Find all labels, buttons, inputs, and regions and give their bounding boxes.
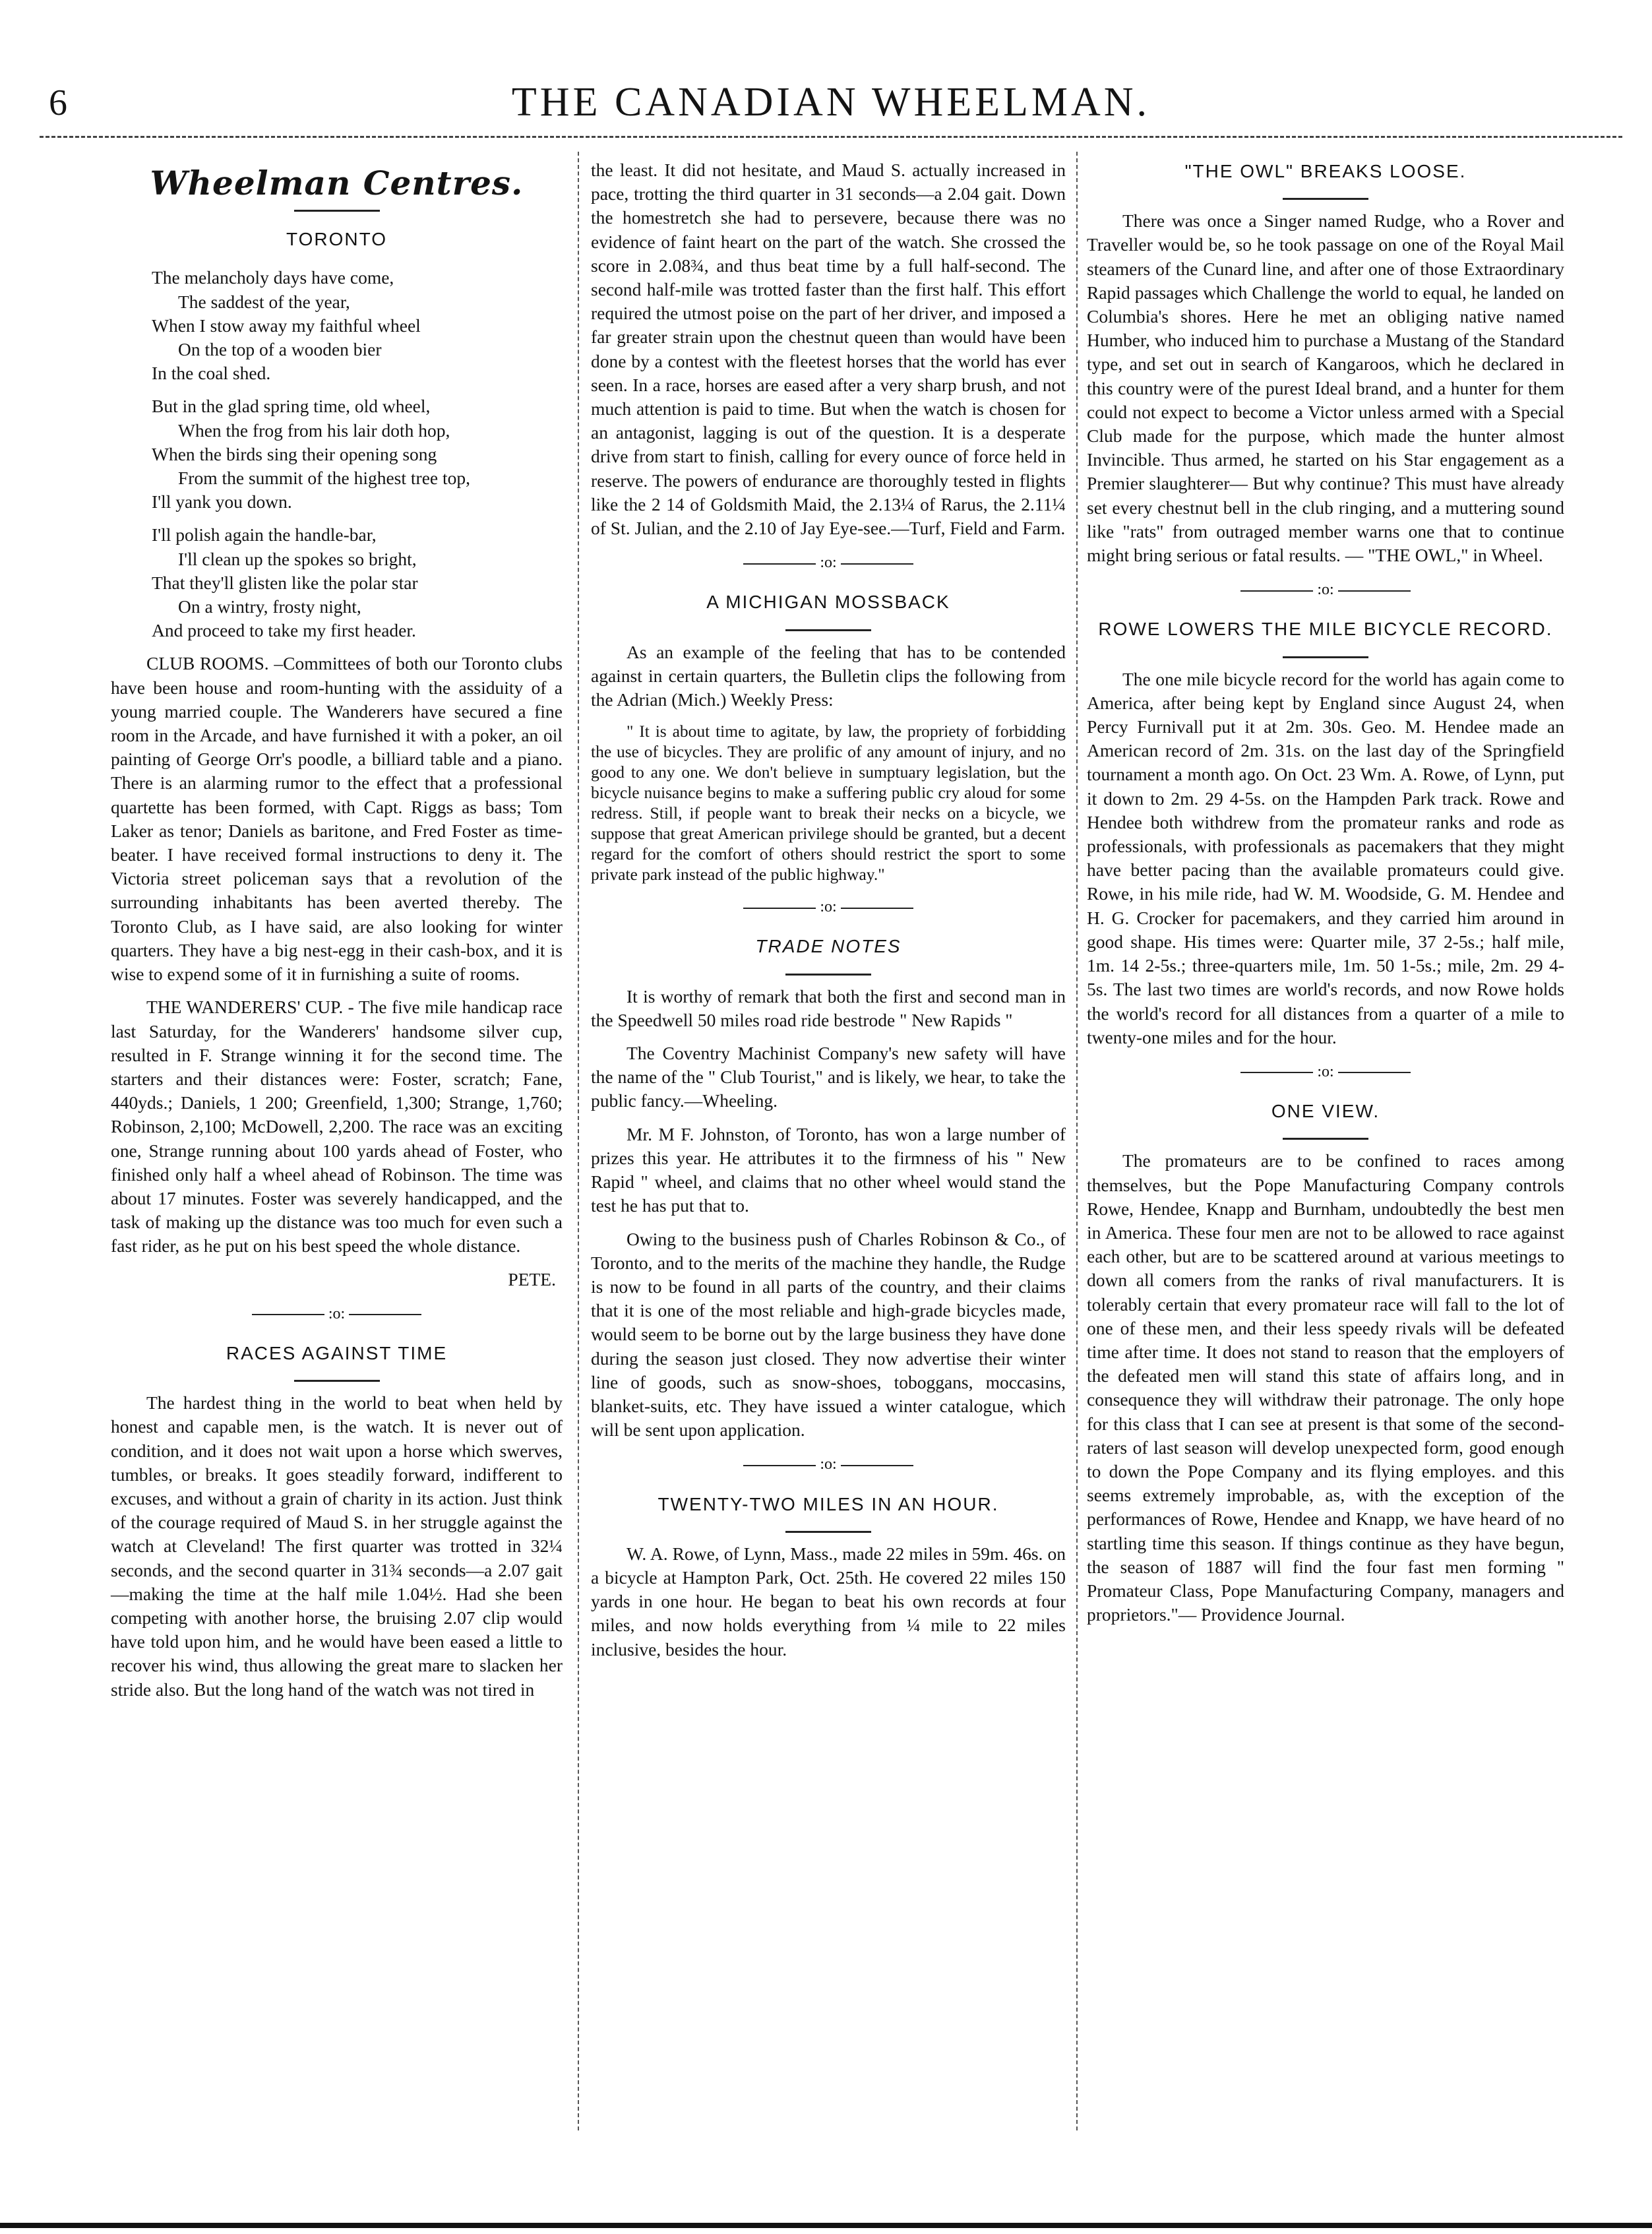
column-2 <box>591 158 1066 1671</box>
one-view-heading: ONE VIEW. <box>1271 1101 1380 1122</box>
poem-line: When the birds sing their opening song <box>152 443 437 464</box>
poem-stanza <box>111 266 563 385</box>
mossback-heading: A MICHIGAN MOSSBACK <box>706 592 950 613</box>
owl-paragraph: There was once a Singer named Rudge, who a Rover and Traveller would be, so he took passage on one of the Royal Mail steamers of the Cunard line, and after one of those Extraordinary Rapid passages which Challenge the world to equal, he landed on Columbia's shores. Here he met an obliging native named Humber, who induced him to purchase a Mustang of the Standard type, and set out in search of Kangaroos, which he declared in this country were of the purest Ideal brand, and a hunter for them could not expect to become a Victor unless armed with a Special Club made for the purpose, which made the hunter almost Invincible. Thus armed, he started on his Star engagement as a Premier slaughterer— But why continue? This must have already set every chestnut bell in the club ringing, and a muttering sound like "rats" from outraged member warns one that to continue might bring serious or fatal results. — "THE OWL," in Wheel. <box>1087 210 1564 566</box>
separator: :o: <box>1087 578 1564 602</box>
masthead: THE CANADIAN WHEELMAN. <box>511 80 1151 125</box>
separator: :o: <box>1087 1060 1564 1084</box>
poem-line: But in the glad spring time, old wheel, <box>152 396 431 417</box>
poem-stanza <box>111 394 563 514</box>
trade-paragraph: The Coventry Machinist Company's new safety will have the name of the " Club Tourist," and is likely, we hear, to take the public fancy.—Wheeling. <box>591 1043 1066 1111</box>
column-divider <box>1076 152 1078 2130</box>
heading-rule <box>1283 1138 1368 1140</box>
poem-line: On the top of a wooden bier <box>178 339 382 360</box>
heading-rule <box>1283 656 1368 658</box>
page-number: 6 <box>49 82 67 123</box>
one-view-paragraph: The promateurs are to be confined to races among themselves, but the Pope Manufacturing Company controls Rowe, Hendee, Knapp and Burnham, undoubtedly the best men in America. These four men are not to be allowed to race against each other, but are to be scattered around at various meetings to down all comers from the ranks of rival manufacturers. It is tolerably certain that every promateur race will fall to the lot of one of these men, and their less speedy rivals will be defeated time after time. It does not stand to reason that the employers of the defeated men will stand this state of affairs long, and in consequence they will withdraw their patronage. The only hope for this class that I can see at present is that some of the second-raters of last season will develop unexpected form, good enough to down the Pope Company and its flying employes. and this seems extremely improbable, as, with the exception of the performances of Rowe, Hendee and Knapp, we have heard of no startling time this season. If things continue as they have begun, the season of 1887 will find the four fast men forming " Promateur Class, Pope Manufacturing Company, managers and proprietors."— Providence Journal. <box>1087 1150 1564 1625</box>
owl-heading: "THE OWL" BREAKS LOOSE. <box>1184 161 1467 181</box>
heading-rule <box>785 974 871 976</box>
title-rule <box>294 210 380 212</box>
column-divider <box>578 152 579 2130</box>
trade-paragraph: Owing to the business push of Charles Robinson & Co., of Toronto, and to the merits of the machine they handle, the Rudge is now to be found in all parts of the country, and their claims that it is one of the most reliable and high-grade bicycles made, would seem to be borne out by the large business they have done during the season just closed. They now advertise their winter line of goods, such as snow-shoes, toboggans, moccasins, blanket-suits, etc. They have issued a winter catalogue, which will be sent upon application. <box>591 1228 1066 1441</box>
poem-line: The melancholy days have come, <box>152 267 394 288</box>
separator: :o: <box>111 1302 563 1326</box>
toronto-heading: TORONTO <box>286 229 387 250</box>
mossback-quote: " It is about time to agitate, by law, the propriety of forbidding the use of bicycles. They are prolific of any amount of injury, and no good to any one. We don't believe in sumptuary legislation, but the bicycle nuisance begins to make a suffering public cry aloud for some redress. Still, if people want to break their necks on a bicycle, we suppose that great American privilege should be granted, but a decent regard for the comfort of others should restrict the sport to some private park instead of the public highway." <box>591 722 1066 884</box>
heading-rule <box>294 1380 380 1382</box>
heading-rule <box>785 1531 871 1533</box>
cup-paragraph: THE WANDERERS' CUP. - The five mile handicap race last Saturday, for the Wanderers' handsome silver cup, resulted in F. Strange winning it for the second time. The starters and their distances were: Foster, scratch; Fane, 440yds.; Daniels, 1 200; Greenfield, 1,300; Strange, 1,760; Robinson, 2,100; McDowell, 2,200. The race was an exciting one, Strange running about 100 yards ahead of Foster, who finished only half a wheel ahead of Robinson. The time was about 17 minutes. Foster was severely handicapped, and the task of making up the distance was too much for even such a fast rider, as he put on his best speed the whole distance. <box>111 997 563 1257</box>
poem-line: I'll clean up the spokes so bright, <box>178 548 417 569</box>
poem-line: That they'll glisten like the polar star <box>152 572 418 593</box>
poem-stanza <box>111 523 563 642</box>
trade-paragraph: It is worthy of remark that both the first and second man in the Speedwell 50 miles road ride bestrode " New Rapids " <box>591 985 1066 1030</box>
poem-line: In the coal shed. <box>152 363 271 384</box>
twenty-two-miles-paragraph: W. A. Rowe, of Lynn, Mass., made 22 miles in 59m. 46s. on a bicycle at Hampton Park, Oct. 25th. He covered 22 miles 150 yards in one hour. He began to beat his own records at four miles, and now holds everything from ¼ mile to 22 miles inclusive, besides the hour. <box>591 1543 1066 1660</box>
column-3 <box>1087 158 1564 1636</box>
bottom-rule <box>0 2223 1652 2228</box>
heading-rule <box>1283 198 1368 200</box>
twenty-two-miles-heading: TWENTY-TWO MILES IN AN HOUR. <box>658 1493 999 1514</box>
column-1 <box>111 158 563 1711</box>
section-title: Wheelman Centres. <box>150 164 524 202</box>
header-rule <box>40 136 1622 138</box>
races-continued-paragraph: the least. It did not hesitate, and Maud S. actually increased in pace, trotting the third quarter in 31 seconds—a 2.04 gait. Down the homestretch she had to persevere, because there was no evidence of faint heart on the part of the watch. She crossed the score in 2.08¾, and thus beat time by a full half-second. The second half-mile was trotted faster than the first half. This effort required the utmost poise on the part of her driver, and imposed a far greater strain upon the chestnut queen than would have been done by a contest with the fleetest horses that the world has ever seen. In a race, horses are eased after a very sharp brush, and not much attention is paid to time. But when the watch is chosen for an antagonist, lagging is out of the question. It is a desperate drive from start to finish, calling for every ounce of force held in reserve. The powers of endurance are thoroughly tested in flights like the 2 14 of Goldsmith Maid, the 2.13¼ of Rarus, the 2.11¼ of St. Julian, and the 2.10 of Jay Eye-see.—Turf, Field and Farm. <box>591 160 1066 539</box>
page-header <box>40 79 1622 132</box>
trade-notes-heading: TRADE NOTES <box>755 936 902 957</box>
poem-line: And proceed to take my first header. <box>152 620 416 641</box>
signature: PETE. <box>508 1268 556 1289</box>
trade-paragraph: Mr. M F. Johnston, of Toronto, has won a large number of prizes this year. He attributes it to the firmness of his " New Rapid " wheel, and claims that no other wheel would stand the test he has put that to. <box>591 1123 1066 1216</box>
poem-line: The saddest of the year, <box>178 291 350 312</box>
separator: :o: <box>591 551 1066 574</box>
poem-line: When I stow away my faithful wheel <box>152 315 421 336</box>
poem-line: When the frog from his lair doth hop, <box>178 419 450 441</box>
rowe-heading: ROWE LOWERS THE MILE BICYCLE RECORD. <box>1098 619 1553 640</box>
club-rooms-paragraph: CLUB ROOMS. –Committees of both our Toronto clubs have been house and room-hunting with the assiduity of a young married couple. The Wanderers have secured a fine room in the Arcade, and have furnished it with a poker, an oil painting of George Orr's poodle, a billiard table and a piano. There is an alarming rumor to the effect that a professional quartette has been formed, with Capt. Riggs as bass; Tom Laker as tenor; Daniels as baritone, and Fred Foster as time-beater. I have received formal instructions to deny it. The Victoria street policeman says that a revolution of the surrounding inhabitants has been averted thereby. The Toronto Club, as I have said, are also looking for winter quarters. They have a big nest-egg in their cash-box, and it is wise to expend some of it in furnishing a suite of rooms. <box>111 653 563 985</box>
separator: :o: <box>591 1452 1066 1476</box>
mossback-intro: As an example of the feeling that has to be contended against in certain quarters, the Bulletin clips the following from the Adrian (Mich.) Weekly Press: <box>591 641 1066 710</box>
poem-line: On a wintry, frosty night, <box>178 596 361 617</box>
poem-line: I'll polish again the handle-bar, <box>152 524 377 545</box>
poem-line: I'll yank you down. <box>152 491 292 512</box>
races-heading: RACES AGAINST TIME <box>226 1342 448 1363</box>
heading-rule <box>785 629 871 631</box>
rowe-paragraph: The one mile bicycle record for the world has again come to America, after being kept by England since August 24, when Percy Furnivall put it at 2m. 30s. Geo. M. Hendee made an American record of 2m. 31s. on the last day of the Springfield tournament a month ago. On Oct. 23 Wm. A. Rowe, of Lynn, put it down to 2m. 29 4-5s. on the Hampden Park track. Rowe and Hendee both withdrew from the promateur ranks and rode as professionals, with professionals as pacemakers that they might have better pacing than the available promateurs could give. Rowe, in his mile ride, had W. M. Woodside, G. M. Hendee and H. G. Crocker for pacemakers, and they carried him around in good shape. His times were: Quarter mile, 37 2-5s.; half mile, 1m. 14 2-5s.; three-quarters mile, 1m. 50 1-5s.; mile, 2m. 29 4-5s. The last two times are world's records, and now Rowe holds the world's record for all distances from a quarter of a mile to twenty-one miles and for the hour. <box>1087 668 1564 1047</box>
poem-line: From the summit of the highest tree top, <box>178 468 470 489</box>
races-paragraph: The hardest thing in the world to beat when held by honest and capable men, is the watch. It is never out of condition, and it does not wait upon a horse which swerves, tumbles, or breaks. It goes steadily forward, indifferent to excuses, and without a grain of charity in its action. Just think of the courage required of Maud S. in her struggle against the watch at Cleveland! The first quarter was trotted in 32¼ seconds, and the second quarter in 31¾ seconds—a 2.07 gait—making the time at the half mile 1.04½. Had she been competing with another horse, the bruising 2.07 clip would have told upon him, and he would have been eased a little to recover his wind, thus allowing the great mare to slacken her stride also. But the long hand of the watch was not tired in <box>111 1392 563 1700</box>
separator: :o: <box>591 895 1066 919</box>
